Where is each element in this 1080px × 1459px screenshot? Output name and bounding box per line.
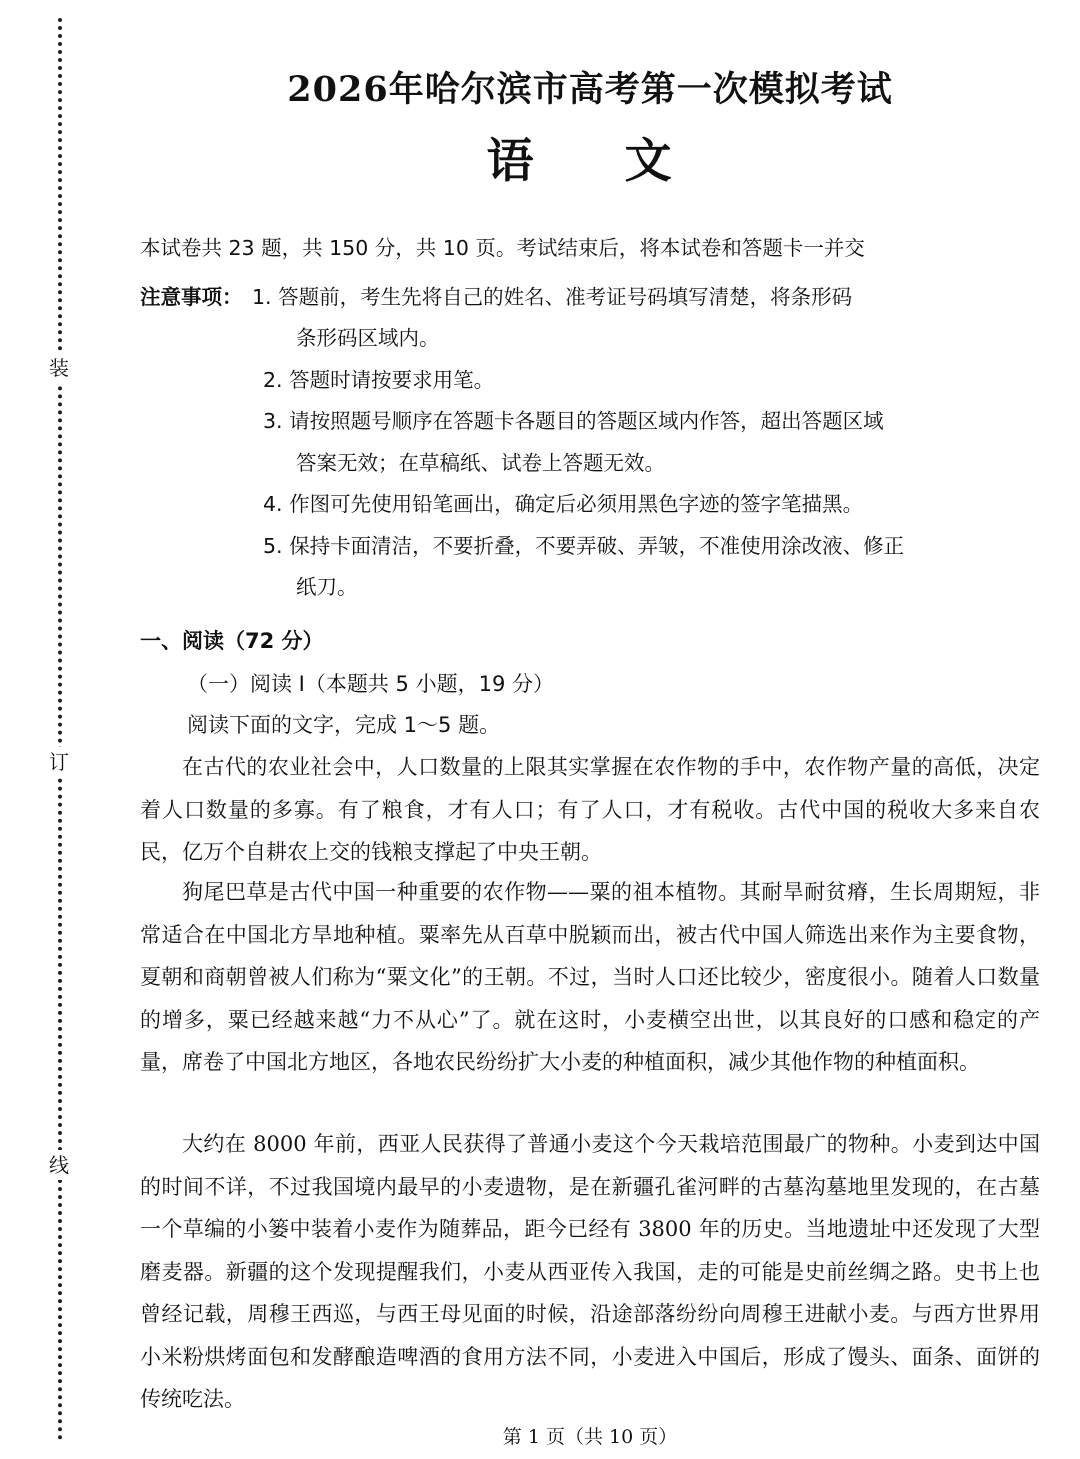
passage-paragraph-1: 在古代的农业社会中，人口数量的上限其实掌握在农作物的手中，农作物产量的高低，决定着人口数量的多寡。有了粮食，才有人口；有了人口，才有税收。古代中国的税收大多来自农民，亿万个自耕农上交的钱粮支撑起了中央王朝。 — [140, 755, 1040, 864]
note-1-continued: 条形码区域内。 — [296, 326, 440, 350]
binding-mark-ding: 订 — [46, 747, 72, 777]
note-text: 作图可先使用铅笔画出，确定后必须用黑色字迹的签字笔描黑。 — [289, 492, 864, 516]
section-heading: 一、阅读（72 分） — [140, 629, 324, 653]
note-2 — [263, 363, 494, 393]
subsection-heading: （一）阅读 I（本题共 5 小题，19 分） — [187, 672, 554, 696]
binding-dotted-line — [58, 18, 62, 1441]
note-4 — [263, 487, 863, 517]
exam-title: 2026年哈尔滨市高考第一次模拟考试 — [287, 69, 893, 110]
note-text: 请按照题号顺序在答题卡各题目的答题区域内作答，超出答题区域 — [289, 409, 884, 433]
note-text: 保持卡面清洁，不要折叠，不要弄破、弄皱，不准使用涂改液、修正 — [289, 534, 905, 558]
note-number: 3. — [263, 409, 283, 433]
note-5 — [263, 529, 904, 559]
notes-label: 注意事项： — [140, 285, 243, 309]
note-5-continued: 纸刀。 — [296, 575, 358, 599]
note-number: 5. — [263, 534, 283, 558]
passage-paragraph-3: 大约在 8000 年前，西亚人民获得了普通小麦这个今天栽培范围最广的物种。小麦到达中国的时间不详，不过我国境内最早的小麦遗物，是在新疆孔雀河畔的古墓沟墓地里发现的，在古墓一个草编的小篓中装着小麦作为随葬品，距今已经有 3800 年的历史。当地遗址中还发现了大型磨麦器。新疆的这个发现提醒我们，小麦从西亚传入我国，走的可能是史前丝绸之路。史书上也曾经记载，周穆王西巡，与西王母见面的时候，沿途部落纷纷向周穆王进献小麦。与西方世界用小米粉烘烤面包和发酵酿造啤酒的食用方法不同，小麦进入中国后，形成了馒头、面条、面饼的传统吃法。 — [140, 1132, 1040, 1411]
binding-mark-xian: 线 — [46, 1150, 72, 1180]
reading-instruction: 阅读下面的文字，完成 1～5 题。 — [187, 713, 501, 737]
note-number: 1. — [252, 285, 272, 309]
note-3-continued: 答案无效；在草稿纸、试卷上答题无效。 — [296, 451, 665, 475]
note-3 — [263, 404, 884, 434]
note-number: 2. — [263, 368, 283, 392]
passage-paragraph-2: 狗尾巴草是古代中国一种重要的农作物——粟的祖本植物。其耐旱耐贫瘠，生长周期短，非常适合在中国北方旱地种植。粟率先从百草中脱颖而出，被古代中国人筛选出来作为主要食物，夏朝和商朝曾被人们称为“粟文化”的王朝。不过，当时人口还比较少，密度很小。随着人口数量的增多，粟已经越来越“力不从心”了。就在这时，小麦横空出世，以其良好的口感和稳定的产量，席卷了中国北方地区，各地农民纷纷扩大小麦的种植面积，减少其他作物的种植面积。 — [140, 880, 1040, 1074]
note-text: 答题时请按要求用笔。 — [289, 368, 495, 392]
page-footer: 第 1 页（共 10 页） — [502, 1426, 678, 1448]
subject-title: 语 文 — [486, 134, 694, 189]
binding-mark-zhuang: 装 — [46, 353, 72, 383]
note-1 — [252, 280, 852, 310]
note-number: 4. — [263, 492, 283, 516]
exam-intro: 本试卷共 23 题，共 150 分，共 10 页。考试结束后，将本试卷和答题卡一并交 — [140, 236, 865, 260]
note-text: 答题前，考生先将自己的姓名、准考证号码填写清楚，将条形码 — [278, 285, 853, 309]
